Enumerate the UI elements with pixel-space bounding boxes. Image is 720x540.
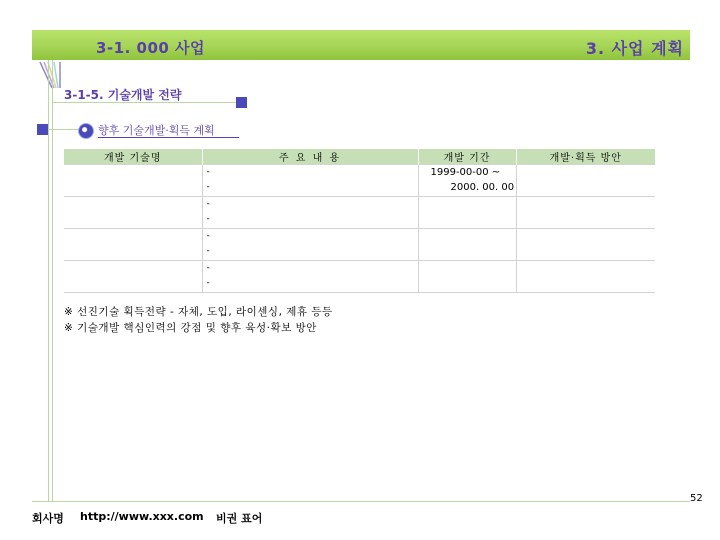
header-method: 개발·획득 방안 (516, 149, 655, 165)
period-cell[interactable] (418, 165, 516, 197)
period-cell[interactable] (418, 229, 516, 261)
tech-name-cell[interactable] (64, 197, 202, 229)
tech-name-cell[interactable] (64, 165, 202, 197)
decor-square-right (236, 97, 247, 108)
content-item: - (206, 246, 210, 256)
content-item: - (206, 167, 210, 177)
period-cell[interactable] (418, 261, 516, 293)
table-row (64, 165, 655, 197)
method-cell[interactable] (516, 165, 655, 197)
content-item: - (206, 214, 210, 224)
content-item: - (206, 278, 210, 288)
period-cell[interactable] (418, 197, 516, 229)
chapter-title: 3. 사업 계획 (585, 39, 684, 58)
note-strategy: ※ 선진기술 획득전략 - 자체, 도입, 라이센싱, 제휴 등등 (64, 306, 333, 318)
method-cell[interactable] (516, 261, 655, 293)
left-vertical-line (48, 60, 49, 501)
table-row (64, 261, 655, 293)
content-cell[interactable] (202, 261, 418, 293)
table-row (64, 197, 655, 229)
chapter-subtitle: 3-1. 000 사업 (96, 39, 206, 57)
tech-name-cell[interactable] (64, 229, 202, 261)
header-main-content: 주 요 내 용 (202, 149, 418, 165)
method-cell[interactable] (516, 197, 655, 229)
decor-square-left (37, 124, 48, 135)
table-header-row (64, 149, 655, 165)
header-period: 개발 기간 (418, 149, 516, 165)
header-tech-name: 개발 기술명 (64, 149, 202, 165)
note-personnel: ※ 기술개발 핵심인력의 강점 및 향후 육성·확보 방안 (64, 322, 317, 334)
bullet-circle-icon (78, 123, 94, 139)
left-vertical-line-2 (52, 60, 53, 501)
footer-divider (32, 501, 690, 502)
content-item: - (206, 199, 210, 209)
development-plan-table (64, 149, 655, 293)
method-cell[interactable] (516, 229, 655, 261)
section-title: 3-1-5. 기술개발 전략 (64, 88, 182, 102)
content-item: - (206, 231, 210, 241)
tech-name-cell[interactable] (64, 261, 202, 293)
content-cell[interactable] (202, 197, 418, 229)
sub-section-title: 향후 기술개발·획득 계획 (98, 124, 239, 138)
company-url[interactable]: http://www.xxx.com (80, 510, 204, 523)
content-cell[interactable] (202, 229, 418, 261)
bullet-line (44, 129, 80, 130)
table-row (64, 229, 655, 261)
content-cell[interactable] (202, 165, 418, 197)
page-number: 52 (690, 493, 703, 504)
content-item: - (206, 263, 210, 273)
content-item: - (206, 182, 210, 192)
confidential-label: 비권 표어 (216, 512, 263, 525)
period-end: 2000. 00. 00 (450, 182, 515, 193)
period-start: 1999-00-00 ~ (430, 167, 501, 178)
company-name: 회사명 (32, 512, 64, 525)
